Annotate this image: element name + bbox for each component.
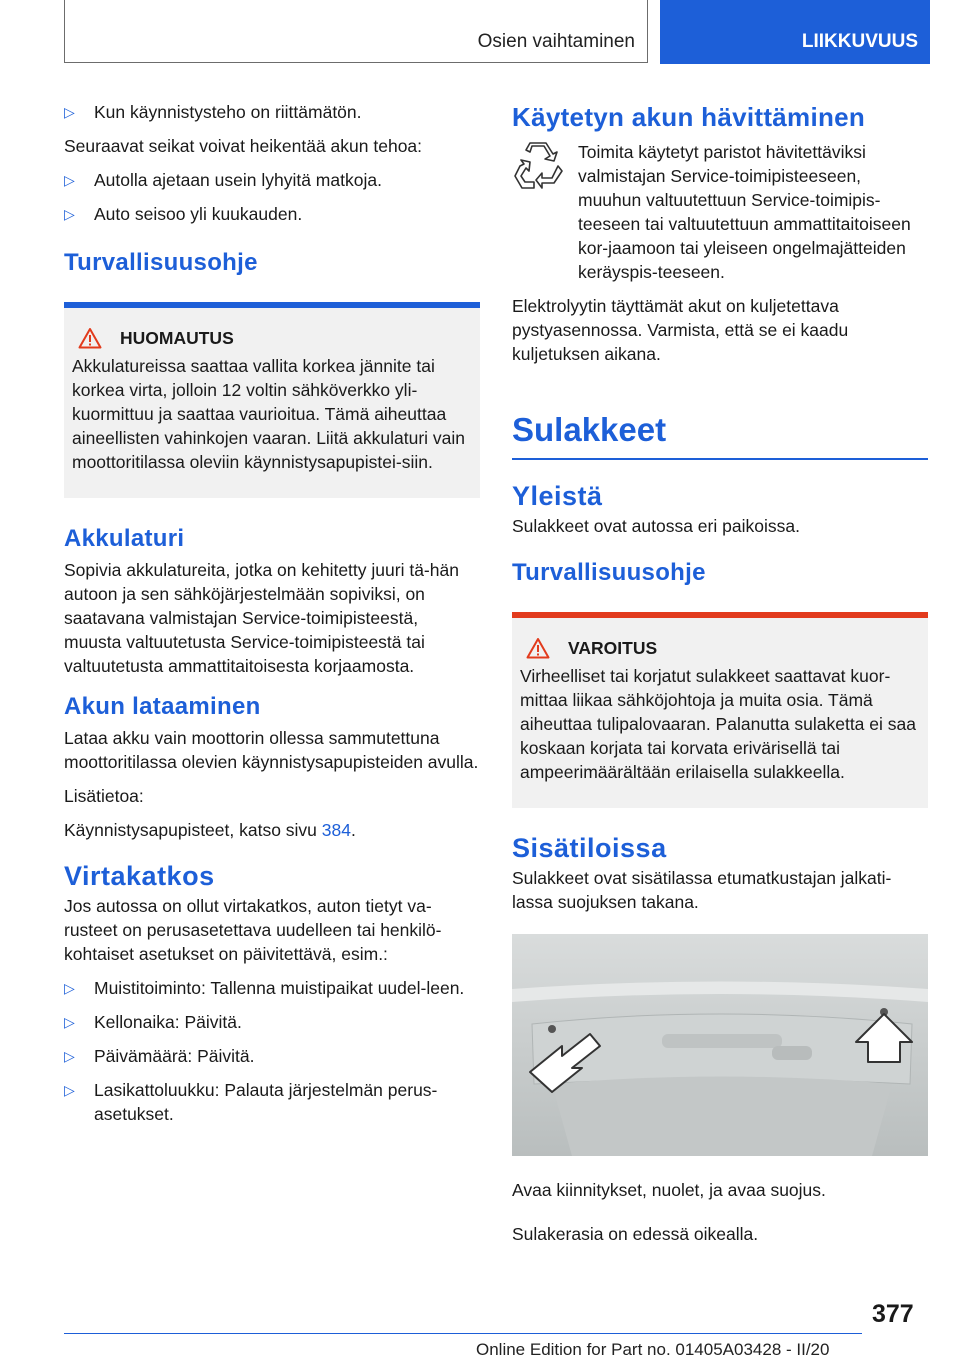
disposal-text: Toimita käytetyt paristot hävitettäviksi valmistajan Service-toimipisteeseen, muuhun valtuutettuun Service-toimipis-teeseen tai valtuutettuun ammattitaitoiseen kor-jaamoon tai yleiseen ongelmajätteiden keräyspis-teeseen. xyxy=(578,142,911,282)
caption: Avaa kiinnitykset, nuolet, ja avaa suojus. xyxy=(512,1180,826,1200)
caption: Sulakerasia on edessä oikealla. xyxy=(512,1224,759,1244)
general-heading: Yleistä xyxy=(512,481,603,511)
paragraph: Lisätietoa: xyxy=(64,786,144,806)
recycle-block xyxy=(512,140,928,284)
paragraph: Sulakkeet ovat autossa eri paikoissa. xyxy=(512,516,800,536)
power-outage-heading: Virtakatkos xyxy=(64,861,215,891)
recycle-icon xyxy=(512,140,564,192)
disposal-heading: Käytetyn akun hävittäminen xyxy=(512,102,866,132)
warning-title: VAROITUS xyxy=(568,638,658,658)
paragraph: Elektrolyytin täyttämät akut on kuljetettava pystyasennossa. Varmista, että se ei kaadu kuljetuksen aikana. xyxy=(512,296,849,364)
notice-title: HUOMAUTUS xyxy=(120,328,234,348)
notice-box xyxy=(64,302,480,498)
safety-heading: Turvallisuusohje xyxy=(512,559,706,586)
section-title-box xyxy=(64,0,648,63)
footer-edition: Online Edition for Part no. 01405A03428 - II/20 xyxy=(476,1340,830,1359)
list-item: ▷ Auto seisoo yli kuukauden. xyxy=(64,202,480,226)
safety-heading: Turvallisuusohje xyxy=(64,249,258,276)
charging-heading: Akun lataaminen xyxy=(64,693,261,720)
warning-triangle-icon xyxy=(526,637,550,659)
page-number: 377 xyxy=(872,1300,914,1328)
interior-heading: Sisätiloissa xyxy=(512,833,667,863)
ref-end: . xyxy=(350,820,356,840)
warning-header xyxy=(520,636,920,660)
list-item: ▷ Päivämäärä: Päivitä. xyxy=(64,1044,480,1068)
page-link[interactable]: 384 xyxy=(321,820,351,840)
left-column xyxy=(64,100,480,1136)
list-item: ▷ Lasikattoluukku: Palauta järjestelmän perus-asetukset. xyxy=(64,1078,480,1126)
chapter-tab[interactable] xyxy=(660,0,930,64)
list-item: ▷ Autolla ajetaan usein lyhyitä matkoja. xyxy=(64,168,480,192)
paragraph: Lataa akku vain moottorin ollessa sammutettuna moottoritilassa olevien käynnistysapupisteiden avulla. xyxy=(64,728,479,772)
cross-reference xyxy=(64,818,480,842)
chapter-tab-label: LIIKKUVUUS xyxy=(801,31,918,52)
notice-header xyxy=(72,326,472,350)
notice-text: Akkulatureissa saattaa vallita korkea jännite tai korkea virta, jolloin 12 voltin sähköverkko yli-kuormittuu ja saattaa vaurioitua. Tämä aiheuttaa aineellisten vahinkojen vaaran. Liitä akkulaturi vain moottoritilassa oleviin käynnistysapupistei-siin. xyxy=(72,356,466,472)
right-column xyxy=(512,100,928,1256)
paragraph: Sopivia akkulatureita, jotka on kehitetty juuri tä-hän autoon ja sen sähköjärjestelmään sopiviksi, on saatavana valmistajan Service-toimipisteestä, muusta valtuutetusta Service-toimipisteestä tai valtuutetusta ammattitaitoisesta korjaamosta. xyxy=(64,560,459,676)
footer-divider xyxy=(64,1333,862,1334)
warning-box xyxy=(512,612,928,808)
paragraph: Seuraavat seikat voivat heikentää akun tehoa: xyxy=(64,136,423,156)
list-item: ▷ Kellonaika: Päivitä. xyxy=(64,1010,480,1034)
warning-triangle-icon xyxy=(78,327,102,349)
list-item: ▷ Kun käynnistysteho on riittämätön. xyxy=(64,100,480,124)
paragraph: Sulakkeet ovat sisätilassa etumatkustajan jalkati-lassa suojuksen takana. xyxy=(512,868,892,912)
fuses-heading: Sulakkeet xyxy=(512,410,928,460)
ref-text: Käynnistysapupisteet, katso sivu xyxy=(64,820,322,840)
page-header xyxy=(64,0,930,64)
fuse-cover-photo xyxy=(512,934,928,1156)
paragraph: Jos autossa on ollut virtakatkos, auton tietyt va-rusteet on perusasetettava uudelleen tai henkilö-kohtaiset asetukset on päivitettävä, esim.: xyxy=(64,896,442,964)
section-title: Osien vaihtaminen xyxy=(477,31,635,52)
list-item: ▷ Muistitoiminto: Tallenna muistipaikat uudel-leen. xyxy=(64,976,480,1000)
warning-text: Virheelliset tai korjatut sulakkeet saattavat kuor-mittaa liikaa sähköjohtoja ja muita osia. Tämä aiheuttaa tulipalovaaran. Palanutta sulaketta ei saa koskaan korjata tai korvata erivärisellä tai ampeerimäärältään erilaisella sulakkeella. xyxy=(520,666,916,782)
charger-heading: Akkulaturi xyxy=(64,525,185,552)
